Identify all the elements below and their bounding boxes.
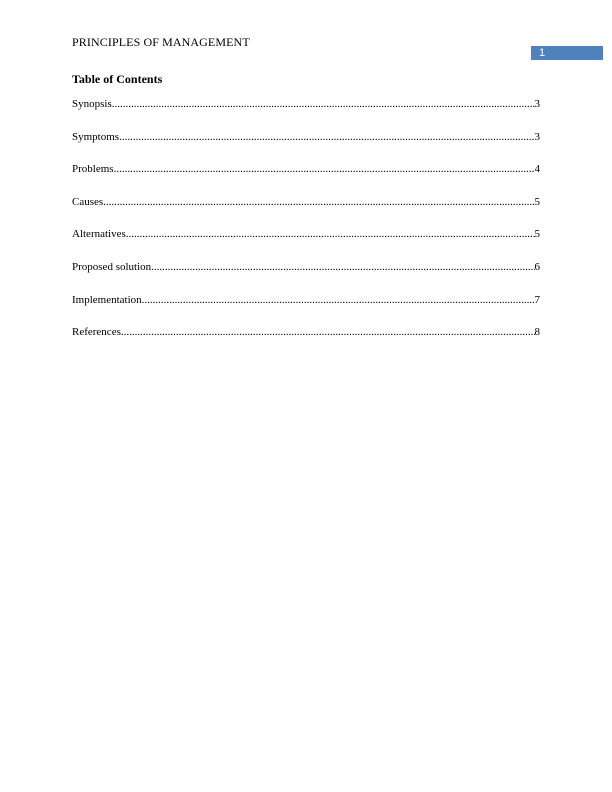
toc-entry-page[interactable]: 5	[534, 195, 540, 208]
toc-entry-page[interactable]: 3	[534, 98, 540, 110]
toc-entry-label[interactable]: Implementation	[72, 293, 142, 306]
toc-entry-problems[interactable]	[72, 163, 540, 196]
dot-leader	[119, 131, 534, 143]
dot-leader	[126, 228, 535, 240]
dot-leader	[151, 261, 534, 273]
toc-entry-label[interactable]: Alternatives	[72, 228, 126, 241]
running-header-title: PRINCIPLES OF MANAGEMENT	[72, 35, 250, 49]
toc-entry-causes[interactable]	[72, 196, 540, 229]
toc-entry-label[interactable]: References	[72, 326, 121, 339]
dot-leader	[112, 98, 535, 110]
dot-leader	[103, 196, 534, 208]
toc-entry-label[interactable]: Synopsis	[72, 98, 112, 110]
toc-entry-page[interactable]: 4	[534, 163, 540, 176]
toc-entry-page[interactable]: 6	[534, 260, 540, 273]
toc-entry-page[interactable]: 5	[534, 228, 540, 241]
toc-entry-page[interactable]: 8	[534, 326, 540, 339]
toc-entry-page[interactable]: 3	[534, 130, 540, 143]
toc-entry-symptoms[interactable]	[72, 131, 540, 164]
table-of-contents	[72, 98, 540, 359]
toc-entry-label[interactable]: Proposed solution	[72, 260, 152, 273]
dot-leader	[121, 326, 535, 338]
toc-entry-implementation[interactable]	[72, 294, 540, 327]
toc-entry-label[interactable]: Symptoms	[72, 130, 120, 143]
dot-leader	[142, 294, 535, 306]
dot-leader	[114, 163, 535, 175]
toc-entry-synopsis[interactable]	[72, 98, 540, 131]
toc-entry-proposed-solution[interactable]	[72, 261, 540, 294]
toc-heading: Table of Contents	[72, 72, 163, 86]
toc-entry-page[interactable]: 7	[534, 293, 540, 306]
toc-entry-references[interactable]	[72, 326, 540, 359]
toc-entry-alternatives[interactable]	[72, 228, 540, 261]
page-number-badge	[531, 46, 603, 60]
toc-entry-label[interactable]: Problems	[72, 163, 114, 176]
toc-entry-label[interactable]: Causes	[72, 195, 104, 208]
page-number: 1	[539, 47, 546, 59]
